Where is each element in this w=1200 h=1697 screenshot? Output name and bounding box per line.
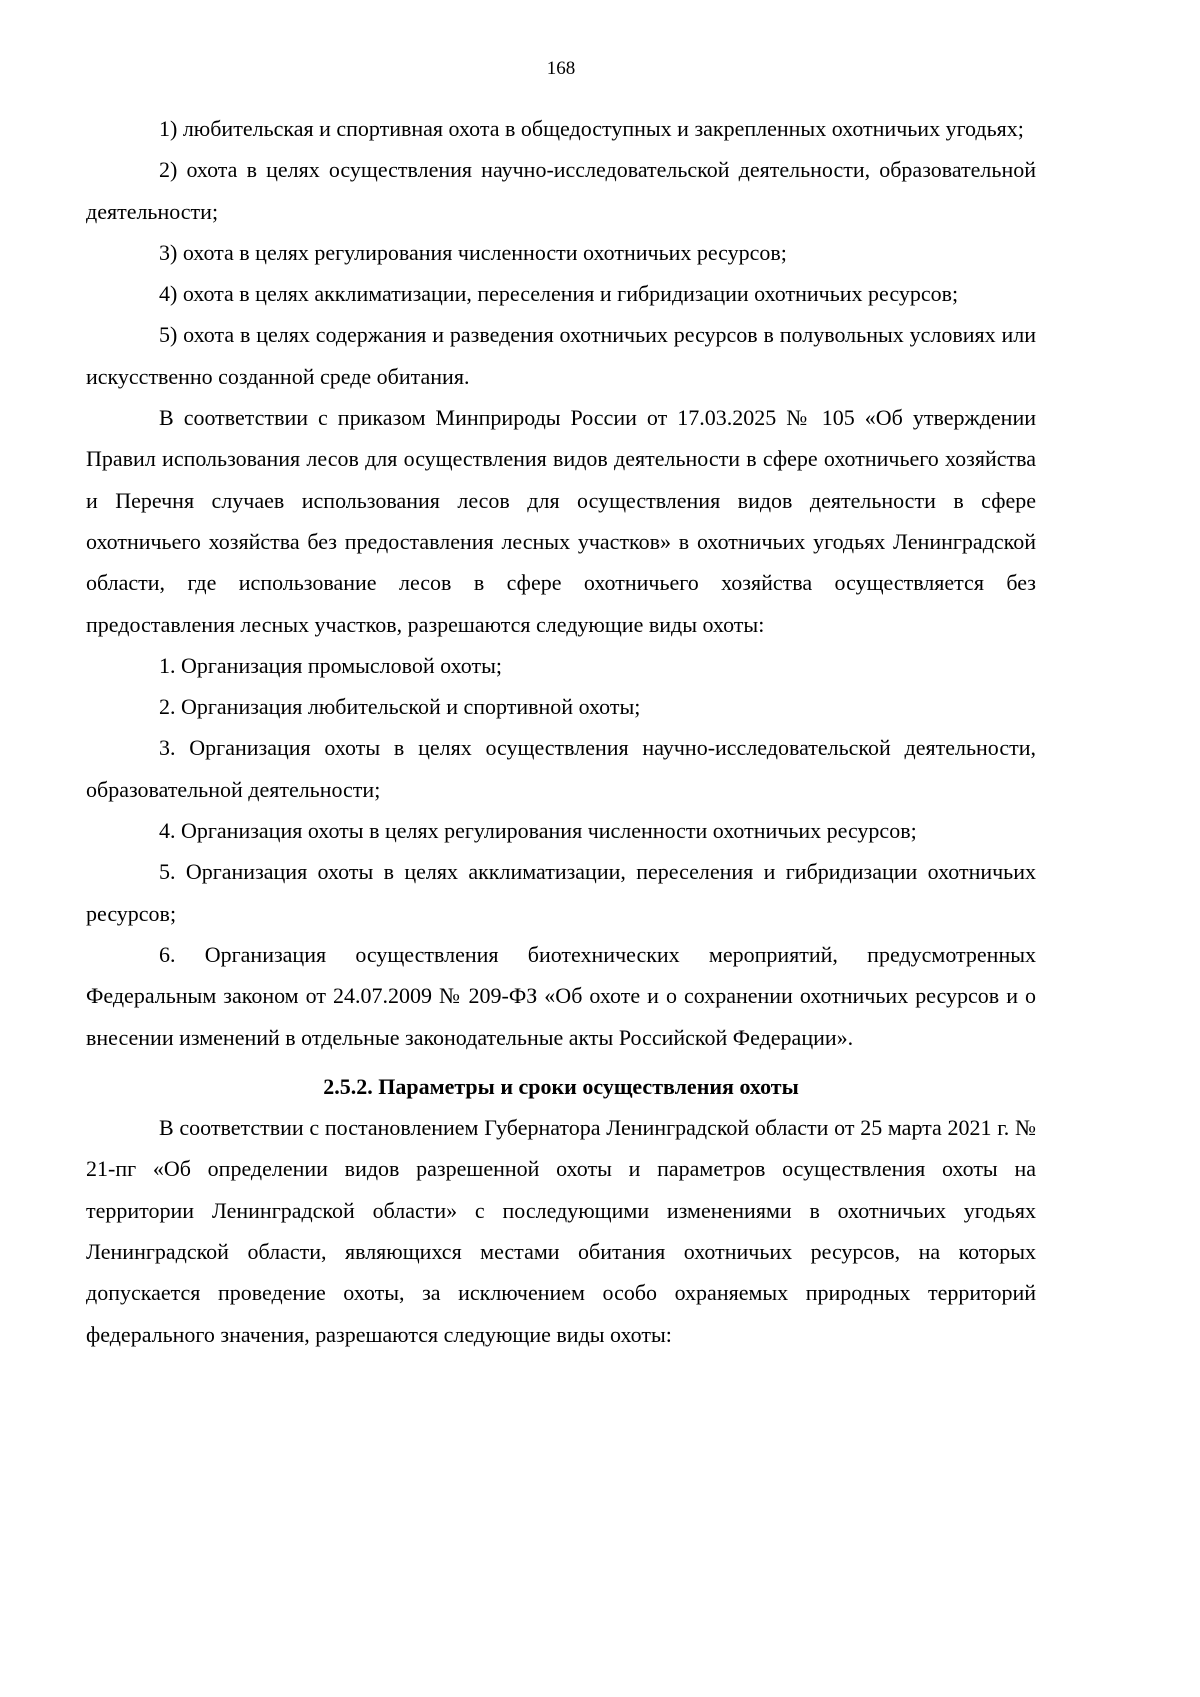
list-item-organization-5: 5. Организация охоты в целях акклиматизации, переселения и гибридизации охотничьих ресурсов; bbox=[86, 859, 1036, 926]
list-item-organization-6: 6. Организация осуществления биотехнических мероприятий, предусмотренных Федеральным законом от 24.07.2009 № 209-ФЗ «Об охоте и о сохранении охотничьих ресурсов и о внесении изменений в отдельные законодательные акты Российской Федерации». bbox=[86, 941, 1036, 1050]
list-item-organization-2: 2. Организация любительской и спортивной охоты; bbox=[159, 694, 641, 720]
list-item-organization-4: 4. Организация охоты в целях регулирования численности охотничьих ресурсов; bbox=[159, 818, 917, 844]
list-item-hunting-type-3: 3) охота в целях регулирования численности охотничьих ресурсов; bbox=[159, 239, 787, 265]
list-item-hunting-type-1: 1) любительская и спортивная охота в общедоступных и закрепленных охотничьих угодьях; bbox=[159, 116, 1024, 141]
list-item-hunting-type-5: 5) охота в целях содержания и разведения охотничьих ресурсов в полувольных условиях или искусственно созданной среде обитания. bbox=[86, 322, 1036, 389]
paragraph-governor-decree: В соответствии с постановлением Губернатора Ленинградской области от 25 марта 2021 г. № 21-пг «Об определении видов разрешенной охоты и параметров осуществления охоты на территории Ленинградской области» с последующими изменениями в охотничьих угодьях Ленинградской области, являющихся местами обитания охотничьих ресурсов, на которых допускается проведение охоты, за исключением особо охраняемых природных территорий федерального значения, разрешаются следующие виды охоты: bbox=[86, 1115, 1036, 1347]
list-item-hunting-type-4: 4) охота в целях акклиматизации, переселения и гибридизации охотничьих ресурсов; bbox=[159, 281, 959, 307]
paragraph-order-reference: В соответствии с приказом Минприроды России от 17.03.2025 № 105 «Об утверждении Правил использования лесов для осуществления видов деятельности в сфере охотничьего хозяйства и Перечня случаев использования лесов для осуществления видов деятельности в сфере охотничьего хозяйства без предоставления лесных участков» в охотничьих угодьях Ленинградской области, где использование лесов в сфере охотничьего хозяйства осуществляется без предоставления лесных участков, разрешаются следующие виды охоты: bbox=[86, 405, 1036, 637]
document-body bbox=[86, 108, 1036, 1355]
page-number: 168 bbox=[546, 58, 576, 79]
section-heading: 2.5.2. Параметры и сроки осуществления охоты bbox=[323, 1073, 799, 1099]
list-item-organization-1: 1. Организация промысловой охоты; bbox=[159, 652, 502, 678]
list-item-hunting-type-2: 2) охота в целях осуществления научно-исследовательской деятельности, образовательной деятельности; bbox=[86, 157, 1036, 224]
list-item-organization-3: 3. Организация охоты в целях осуществления научно-исследовательской деятельности, образовательной деятельности; bbox=[86, 735, 1036, 802]
